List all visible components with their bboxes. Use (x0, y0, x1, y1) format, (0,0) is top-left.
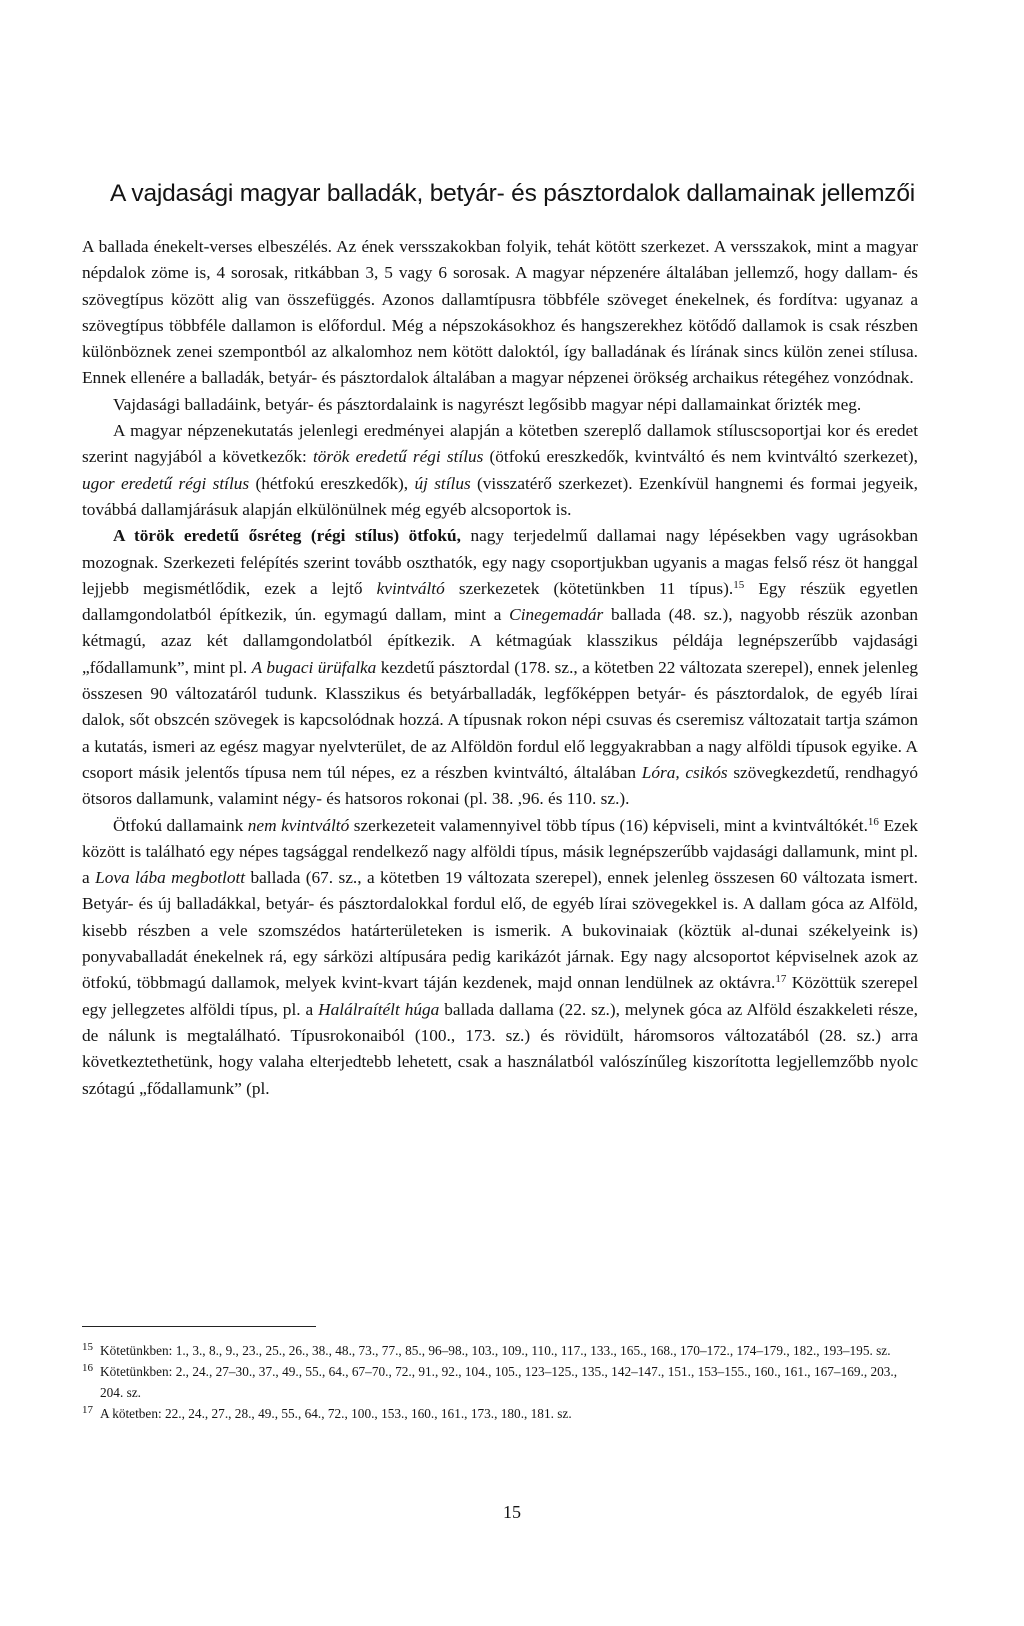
article-body (82, 234, 918, 1102)
text-run: A magyar népzenekutatás jelenlegi eredményei alapján a kötetben szereplő dallamok stíluscsoportjai kor és eredet szerint nagyjából a következők: (82, 421, 918, 467)
text-run: Ezek között is található egy népes tagsággal rendelkező nagy alföldi típus, másik legnépszerűbb vajdasági dallamunk, mint pl. a (82, 815, 918, 888)
italic-term: török eredetű régi stílus (312, 447, 484, 467)
text-run: nagy terjedelmű dallamai nagy lépésekben vagy ugrásokban mozognak. Szerkezeti felépítés szerint tovább oszthatók, egy nagy csoportjukban ugyanis a magas felső rész öt hanggal lejjebb megismétlődik, ezek a lejtő (82, 526, 918, 598)
italic-term: új stílus (414, 473, 471, 493)
paragraph-2: Vajdasági balladáink, betyár- és pásztordalaink is nagyrészt legősibb magyar népi dallamainkat őrizték meg. (113, 394, 862, 414)
italic-term: Cinegemadár (509, 605, 604, 625)
paragraph-5 (82, 813, 918, 1102)
paragraph-1: A ballada énekelt-verses elbeszélés. Az ének versszakokban folyik, tehát kötött szerkezet. A versszakok, mint a magyar népdalok zöme is, 4 sorosak, ritkábban 3, 5 vagy 6 sorosak. A magyar népzenére általában jellemző, hogy dallam- és szövegtípus között alig van összefüggés. Azonos dallamtípusra többféle szöveget énekelnek, és fordítva: ugyanaz a szövegtípus többféle dallamon is előfordul. Még a népszokásokhoz és hangszerekhez kötődő dallamok is csak részben különböznek zenei szempontból az alkalomhoz nem kötött daloktól, így balladának és lírának sincs külön zenei stílusa. Ennek ellenére a balladák, betyár- és pásztordalok általában a magyar népzenei örökség archaikus rétegéhez vonzódnak. (82, 237, 918, 388)
footnote-number: 17 (82, 1404, 93, 1416)
text-run: kezdetű pásztordal (178. sz., a kötetben 22 változata szerepel), ennek jelenleg összesen 90 változatáról tudunk. Klasszikus és betyárballadák, legfőképpen betyár- és pásztordalok, de egyéb lírai dalok, sőt obszcén szövegek is kapcsolódnak hozzá. A típusnak rokon népi csuvas és cseremisz változatait tartja számon a kutatás, ismeri az egész magyar nyelvterület, de az Alföldön fordul elő leggyakrabban a nagy alföldi típusok egyike. A csoport másik jelentős típusa nem túl népes, ez a részben kvintváltó, általában (82, 657, 919, 782)
paragraph-3 (82, 418, 918, 523)
text-run: szövegkezdetű, rendhagyó ötsoros dallamunk, valamint négy- és hatsoros rokonai (pl. 38. ,96. és 110. sz.). (82, 762, 918, 809)
footnote-text: Kötetünkben: 2., 24., 27–30., 37., 49., 55., 64., 67–70., 72., 91., 92., 104., 105., 123–125., 135., 142–147., 151., 153–155., 160., 161., 167–169., 203., 204. sz. (100, 1364, 898, 1400)
footnote-divider (82, 1326, 316, 1327)
text-run: (visszatérő szerkezet). Ezenkívül hangnemi és formai jegyeik, továbbá dallamjárásuk alapján elkülönülnek még egyéb alcsoportok is. (82, 473, 918, 519)
italic-term: Halálraítélt húga (318, 999, 440, 1019)
page-title: A vajdasági magyar balladák, betyár- és pásztordalok dallamainak jellemzői (110, 180, 916, 207)
footnote-ref[interactable]: 16 (867, 815, 879, 828)
italic-term: Lova lába megbotlott (95, 868, 246, 888)
footnote-text: A kötetben: 22., 24., 27., 28., 49., 55., 64., 72., 100., 153., 160., 161., 173., 180., 181. sz. (100, 1406, 572, 1421)
footnote-17 (82, 1403, 918, 1424)
footnote-number: 15 (82, 1341, 93, 1353)
footnote-text: Kötetünkben: 1., 3., 8., 9., 23., 25., 26., 38., 48., 73., 77., 85., 96–98., 103., 109., 110., 117., 133., 165., 168., 170–172., 174–179., 182., 193–195. sz. (100, 1343, 891, 1358)
footnote-16 (82, 1361, 918, 1403)
text-run: ballada dallama (22. sz.), melynek góca az Alföld északkeleti része, de nálunk is megtalálható. Típusrokonaiból (100., 173. sz.) és rövidült, háromsoros változatából (28. sz.) arra következtethetünk, hogy valaha elterjedtebb lehetett, csak a használatból valószínűleg kiszorította legjellemzőbb nyolc szótagú „fődallamunk” (pl. (82, 999, 918, 1098)
text-run: (hétfokú ereszkedők), (249, 473, 415, 493)
page-content (82, 180, 918, 1102)
text-run: Egy részük egyetlen dallamgondolatból építkezik, ún. egymagú dallam, mint a (82, 578, 919, 625)
footnotes (82, 1340, 918, 1424)
footnote-number: 16 (82, 1362, 93, 1374)
text-run: szerkezetek (kötetünkben 11 típus). (444, 578, 734, 598)
text-run: szerkezeteit valamennyivel több típus (16) képviseli, mint a kvintváltókét. (349, 815, 868, 835)
italic-term: ugor eredetű régi stílus (82, 473, 250, 493)
italic-term: A bugaci ürüfalka (251, 657, 377, 677)
footnote-ref[interactable]: 15 (733, 578, 745, 591)
text-run: ballada (67. sz., a kötetben 19 változata szerepel), ennek jelenleg összesen 60 változata ismert. Betyár- és új balladákkal, betyár- és pásztordalokkal fordul elő, de egyéb lírai szövegekkel is. A dallam góca az Alföld, kisebb részben a vele szomszédos határterületeken is ismerik. A bukovinaiak (köztük al-dunai székelyeink is) ponyvaballadát énekelnek rá, egy sárközi altípusára pedig karikázót járnak. Egy nagy alcsoportot képviselnek azok az ötfokú, többmagú dallamok, melyek kvint-kvart táján kezdenek, majd onnan lendülnek az oktávra. (82, 868, 918, 993)
footnote-15 (82, 1340, 918, 1361)
text-run: Ötfokú dallamaink (113, 815, 248, 835)
footnote-ref[interactable]: 17 (775, 973, 787, 986)
italic-term: Lóra, csikós (641, 762, 728, 782)
italic-term: kvintváltó (376, 578, 445, 598)
italic-term: nem kvintváltó (247, 815, 350, 835)
bold-heading-run: A török eredetű ősréteg (régi stílus) ötfokú, (113, 526, 461, 546)
page-number: 15 (503, 1502, 521, 1522)
text-run: Közöttük szerepel egy jellegzetes alföldi típus, pl. a (82, 973, 918, 1019)
text-run: ballada (48. sz.), nagyobb részük azonban kétmagú, azaz két dallamgondolatból építkezik. A kétmagúak klasszikus példája legnépszerűbb vajdasági „fődallamunk”, mint pl. (82, 605, 918, 677)
paragraph-4 (82, 523, 918, 812)
text-run: (ötfokú ereszkedők, kvintváltó és nem kvintváltó szerkezet), (483, 447, 918, 467)
